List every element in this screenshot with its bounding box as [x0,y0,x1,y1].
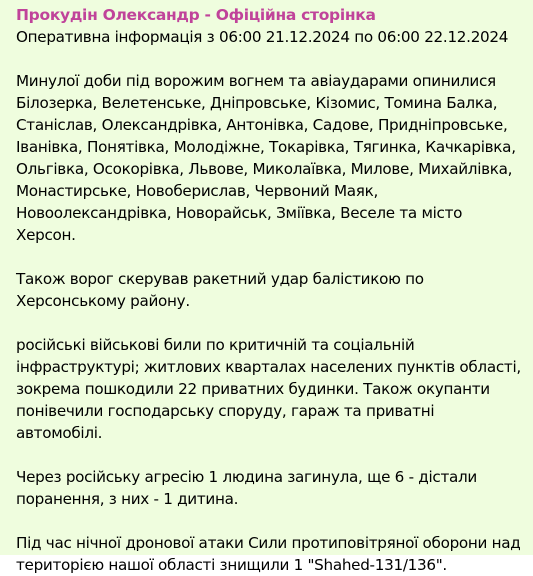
report-period-line: Оперативна інформація з 06:00 21.12.2024 по 06:00 22.12.2024 [16,28,509,46]
message-paragraph: Через російську агресію 1 людина загинула, ще 6 - дістали поранення, з них - 1 дитина. [16,468,477,508]
message-paragraph: Минулої доби під ворожим вогнем та авіаударами опинилися Білозерка, Велетенське, Дніпровське, Кізомис, Томина Балка, Станіслав, Олександрівка, Антонівка, Садове, Придніпровське, Іванівка, Понятівка, Молодіжне, Токарівка, Тягинка, Качкарівка, Ольгівка, Осокорівка, Львове, Миколаївка, Милове, Михайлівка, Монастирське, Новоберислав, Червоний Маяк, Новоолександрівка, Новорайськ, Зміївка, Веселе та місто Херсон. [16,72,516,244]
message-paragraph: російські військові били по критичній та соціальній інфраструктурі; житлових кварталах населених пунктів області, зокрема пошкодили 22 приватних будинки. Також окупанти понівечили господарську споруду, гараж та приватні автомобілі. [16,336,521,442]
message-text [16,26,521,576]
message-paragraph: Під час нічної дронової атаки Сили протиповітряної оборони над територією нашої області знищили 1 "Shahed-131/136". [16,534,521,574]
sender-name[interactable]: Прокудін Олександр - Офіційна сторінка [16,6,376,24]
message-paragraph: Також ворог скерував ракетний удар балістикою по Херсонському району. [16,270,424,310]
